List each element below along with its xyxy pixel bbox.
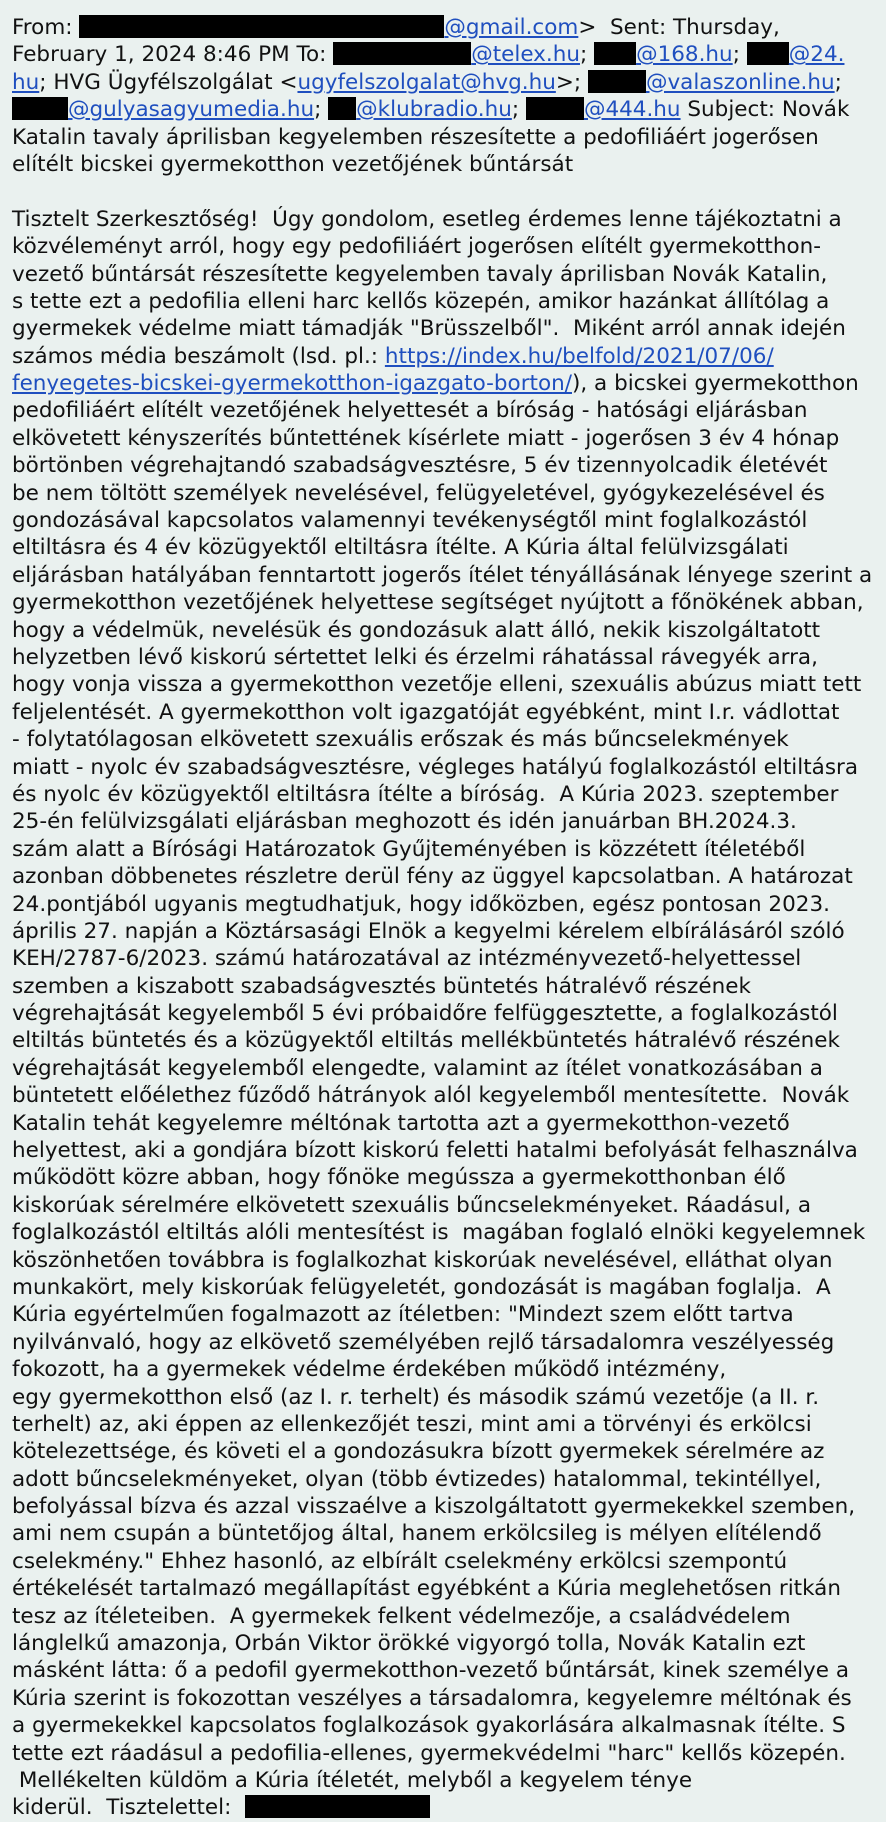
redaction-block: [594, 42, 636, 65]
body-line: [12, 754, 874, 781]
text-segment: Mellékelten küldöm a Kúria ítéletét, melyből a kegyelem ténye: [12, 1768, 693, 1793]
text-segment: From:: [12, 15, 80, 40]
header-line: [12, 41, 874, 68]
body-line: [12, 562, 874, 589]
text-segment: - folytatólagosan elkövetett szexuális erőszak és más bűncselekmények: [12, 727, 789, 753]
body-line: [12, 1110, 874, 1137]
body-line: [12, 808, 874, 835]
text-segment: értékelését tartalmazó megállapítást egyébként a Kúria meglehetősen ritkán: [12, 1576, 841, 1602]
header-line: [12, 14, 874, 41]
text-segment: vezető bűntársát részesítette kegyelemben tavaly áprilisban Novák Katalin,: [12, 261, 828, 287]
email-link[interactable]: @telex.hu: [471, 42, 580, 68]
body-line: [12, 1247, 874, 1274]
text-segment: pedofiliáért elítélt vezetőjének helyettesét a bíróság - hatósági eljárásban: [12, 398, 808, 424]
text-segment: börtönben végrehajtandó szabadságvesztésre, 5 év tizennyolcadik életévét: [12, 453, 828, 479]
body-line: [12, 343, 874, 370]
body-line: [12, 370, 874, 397]
text-segment: ;: [511, 97, 526, 123]
text-segment: ;: [732, 42, 747, 68]
body-line: [12, 1137, 874, 1164]
body-line: [12, 1630, 874, 1657]
text-segment: helyzetben lévő kiskorú sértettet lelki és érzelmi ráhatással rávegyék arra,: [12, 644, 818, 670]
redaction-block: [333, 42, 471, 65]
body-line: [12, 1685, 874, 1712]
text-segment: és nyolc év közügyektől eltiltásra ítélte a bíróság. A Kúria 2023. szeptember: [12, 781, 839, 807]
body-line: [12, 1000, 874, 1027]
email-link[interactable]: @444.hu: [583, 97, 681, 123]
text-segment: ;: [579, 42, 595, 68]
email-link[interactable]: @klubradio.hu: [356, 97, 512, 123]
email-link[interactable]: @24.: [788, 42, 845, 68]
body-line: [12, 534, 874, 561]
email-link[interactable]: ugyfelszolgalat@hvg.hu: [297, 69, 556, 95]
redaction-block: [747, 42, 789, 65]
header-line: [12, 151, 874, 178]
body-line: [12, 644, 874, 671]
body-line: [12, 1356, 874, 1383]
body-line: [12, 1027, 874, 1054]
body-line: [12, 589, 874, 616]
text-segment: foglalkozástól eltiltás alóli mentesítést is magában foglaló elnöki kegyelemnek: [12, 1220, 866, 1246]
text-segment: kiderül. Tisztelettel:: [12, 1795, 246, 1821]
text-segment: fokozott, ha a gyermekek védelme érdekében működő intézmény,: [12, 1357, 727, 1383]
redaction-block: [588, 70, 646, 93]
body-line: [12, 699, 874, 726]
text-segment: cselekmény." Ehhez hasonló, az elbírált cselekmény erkölcsi szempontú: [12, 1548, 788, 1574]
body-line: [12, 1274, 874, 1301]
body-line: [12, 1548, 874, 1575]
body-line: [12, 233, 874, 260]
text-segment: Subject: Novák: [680, 97, 850, 123]
text-segment: 25-én felülvizsgálati eljárásban meghozott és idén januárban BH.2024.3.: [12, 809, 797, 835]
body-line: [12, 1164, 874, 1191]
body-line: [12, 671, 874, 698]
text-segment: végrehajtását kegyelemből elengedte, valamint az ítélet vonatkozásában a: [12, 1055, 823, 1081]
body-line: [12, 726, 874, 753]
text-segment: ), a bicskei gyermekotthon: [572, 371, 859, 397]
body-line: [12, 1794, 874, 1821]
text-segment: ;: [834, 69, 842, 95]
text-segment: kiskorúak sérelmére elkövetett szexuális bűncselekményeket. Ráadásul, a: [12, 1192, 812, 1218]
text-segment: végrehajtását kegyelemből 5 évi próbaidőre felfüggesztette, a foglalkozástól: [12, 1001, 838, 1027]
redaction-block: [526, 97, 584, 120]
text-segment: >;: [555, 69, 588, 95]
body-line: [12, 1082, 874, 1109]
body-line: [12, 1438, 874, 1465]
body-line: [12, 945, 874, 972]
email-link[interactable]: @gulyasagyumedia.hu: [68, 97, 315, 123]
header-line: [12, 124, 874, 151]
text-segment: Kúria szerint is fokozottan veszélyes a társadalomra, kegyelemre méltónak és: [12, 1685, 852, 1711]
text-segment: KEH/2787-6/2023. számú határozatával az intézményvezető-helyettessel: [12, 946, 802, 972]
email-link[interactable]: fenyegetes-bicskei-gyermekotthon-igazgato-borton/: [12, 371, 572, 397]
text-segment: eljárásban hatályában fenntartott jogerős ítélet tényállásának lényege szerint a: [12, 562, 873, 588]
body-line: [12, 1192, 874, 1219]
text-segment: a gyermekekkel kapcsolatos foglalkozások gyakorlására alkalmasnak ítélte. S: [12, 1713, 846, 1739]
text-segment: elkövetett kényszerítés bűntettének kísérlete miatt - jogerősen 3 év 4 hónap: [12, 425, 840, 451]
text-segment: helyettest, aki a gondjára bízott kiskorú feletti hatalmi befolyását felhasználva: [12, 1138, 858, 1164]
text-segment: közvéleményt arról, hogy egy pedofiliáért jogerősen elítélt gyermekotthon-: [12, 234, 822, 260]
paragraph-gap: [12, 178, 874, 205]
text-segment: ami nem csupán a büntetőjog által, hanem erkölcsileg is mélyen elítélendő: [12, 1521, 822, 1547]
text-segment: egy gyermekotthon első (az I. r. terhelt) és második számú vezetője (a II. r.: [12, 1384, 820, 1410]
body-line: [12, 1520, 874, 1547]
body-line: [12, 1657, 874, 1684]
email-link[interactable]: hu: [12, 69, 40, 95]
body-line: [12, 507, 874, 534]
text-segment: tette ezt ráadásul a pedofilia-ellenes, gyermekvédelmi "harc" kellős közepén.: [12, 1740, 846, 1766]
text-segment: eltiltás büntetés és a közügyektől eltiltás mellékbüntetés hátralévő részének: [12, 1028, 840, 1054]
text-segment: s tette ezt a pedofilia elleni harc kellős közepén, amikor hazánkat állítólag a: [12, 288, 830, 314]
body-line: [12, 315, 874, 342]
text-segment: gondozásával kapcsolatos valamennyi tevékenységtől mint foglalkozástól: [12, 508, 808, 534]
text-segment: February 1, 2024 8:46 PM To:: [12, 42, 334, 68]
text-segment: hogy a védelmük, nevelésük és gondozásuk alatt álló, nekik kiszolgáltatott: [12, 617, 821, 643]
body-line: [12, 452, 874, 479]
body-line: [12, 918, 874, 945]
text-segment: feljelentését. A gyermekotthon volt igazgatóját egyébként, mint I.r. vádlottat: [12, 699, 840, 725]
text-segment: büntetett előélethez fűződő hátrányok alól kegyelemből mentesítette. Novák: [12, 1083, 850, 1109]
text-segment: működött közre abban, hogy főnöke megússza a gyermekotthonban élő: [12, 1165, 786, 1191]
body-line: [12, 425, 874, 452]
text-segment: elítélt bicskei gyermekotthon vezetőjének bűntársát: [12, 151, 574, 177]
text-segment: hogy vonja vissza a gyermekotthon vezetője elleni, szexuális abúzus miatt tett: [12, 672, 862, 698]
text-segment: szám alatt a Bírósági Határozatok Gyűjteményében is közzétett ítéletéből: [12, 836, 806, 862]
text-segment: Katalin tavaly áprilisban kegyelemben részesítette a pedofiliáért jogerősen: [12, 124, 819, 150]
email-link[interactable]: @valaszonline.hu: [645, 69, 835, 95]
text-segment: gyermekotthon vezetőjének helyettese segítséget nyújtott a főnökének abban,: [12, 590, 864, 616]
body-line: [12, 781, 874, 808]
text-segment: április 27. napján a Köztársasági Elnök a kegyelmi kérelem elbírálásáról szóló: [12, 918, 845, 944]
email-body: [12, 206, 874, 1822]
text-segment: tesz az ítéleteiben. A gyermekek felkent védelmezője, a családvédelem: [12, 1603, 791, 1629]
text-segment: másként látta: ő a pedofil gyermekotthon-vezető bűntársát, kinek személye a: [12, 1658, 850, 1684]
body-line: [12, 397, 874, 424]
body-line: [12, 836, 874, 863]
text-segment: > Sent: Thursday,: [578, 15, 780, 40]
email-link[interactable]: @gmail.com: [444, 15, 579, 40]
text-segment: adott bűncselekményeket, olyan (több évtizedes) hatalommal, tekintéllyel,: [12, 1466, 822, 1492]
text-segment: miatt - nyolc év szabadságvesztésre, végleges hatályú foglalkozástól eltiltásra: [12, 754, 859, 780]
redaction-block: [245, 1795, 430, 1818]
text-segment: 24.pontjából ugyanis megtudhatjuk, hogy időközben, egész pontosan 2023.: [12, 891, 830, 917]
body-line: [12, 973, 874, 1000]
body-line: [12, 1712, 874, 1739]
header-line: [12, 69, 874, 96]
text-segment: számos média beszámolt (lsd. pl.:: [12, 343, 385, 369]
body-line: [12, 891, 874, 918]
redaction-block: [79, 15, 444, 38]
header-line: [12, 96, 874, 123]
body-line: [12, 617, 874, 644]
text-segment: lánglelkű amazonja, Orbán Viktor örökké vigyorgó tolla, Novák Katalin ezt: [12, 1631, 806, 1657]
body-line: [12, 1767, 874, 1794]
text-segment: ; HVG Ügyfélszolgálat <: [39, 69, 298, 95]
text-segment: gyermekek védelme miatt támadják "Brüsszelből". Miként arról annak idején: [12, 316, 846, 342]
body-line: [12, 288, 874, 315]
text-segment: szemben a kiszabott szabadságvesztés büntetés hátralévő részének: [12, 973, 751, 999]
body-line: [12, 206, 874, 233]
text-segment: köszönhetően továbbra is foglalkozhat kiskorúak nevelésével, elláthat olyan: [12, 1247, 833, 1273]
body-line: [12, 1055, 874, 1082]
text-segment: kötelezettsége, és követi el a gondozásukra bízott gyermekek sérelmére az: [12, 1439, 825, 1465]
text-segment: azonban döbbenetes részletre derül fény az üggyel kapcsolatban. A határozat: [12, 864, 853, 890]
email-link[interactable]: @168.hu: [636, 42, 733, 68]
body-line: [12, 1575, 874, 1602]
body-line: [12, 1329, 874, 1356]
body-line: [12, 1411, 874, 1438]
body-line: [12, 261, 874, 288]
text-segment: nyilvánvaló, hogy az elkövető személyében rejlő társadalomra veszélyesség: [12, 1329, 835, 1355]
text-segment: be nem töltött személyek nevelésével, felügyeletével, gyógykezelésével és: [12, 480, 825, 506]
body-line: [12, 1466, 874, 1493]
redaction-block: [328, 97, 356, 120]
body-line: [12, 1603, 874, 1630]
body-line: [12, 1493, 874, 1520]
text-segment: befolyással bízva és azzal visszaélve a kiszolgáltatott gyermekekkel szemben,: [12, 1494, 856, 1520]
email-header: [12, 14, 874, 178]
body-line: [12, 1384, 874, 1411]
body-line: [12, 1219, 874, 1246]
text-segment: munkakört, mely kiskorúak felügyeletét, gondozását is magában foglalja. A: [12, 1274, 831, 1300]
text-segment: Kúria egyértelműen fogalmazott az ítéletben: "Mindezt szem előtt tartva: [12, 1302, 794, 1328]
text-segment: Katalin tehát kegyelemre méltónak tartotta azt a gyermekotthon-vezető: [12, 1110, 790, 1136]
email-link[interactable]: https://index.hu/belfold/2021/07/06/: [384, 343, 774, 369]
body-line: [12, 480, 874, 507]
text-segment: terhelt) az, aki éppen az ellenkezőjét teszi, mint ami a törvényi és erkölcsi: [12, 1411, 812, 1437]
body-line: [12, 863, 874, 890]
text-segment: ;: [314, 97, 329, 123]
body-line: [12, 1301, 874, 1328]
text-segment: eltiltásra és 4 év közügyektől eltiltásra ítélte. A Kúria által felülvizsgálati: [12, 535, 789, 561]
redaction-block: [12, 97, 68, 120]
body-line: [12, 1740, 874, 1767]
text-segment: Tisztelt Szerkesztőség! Úgy gondolom, esetleg érdemes lenne tájékoztatni a: [12, 206, 842, 232]
